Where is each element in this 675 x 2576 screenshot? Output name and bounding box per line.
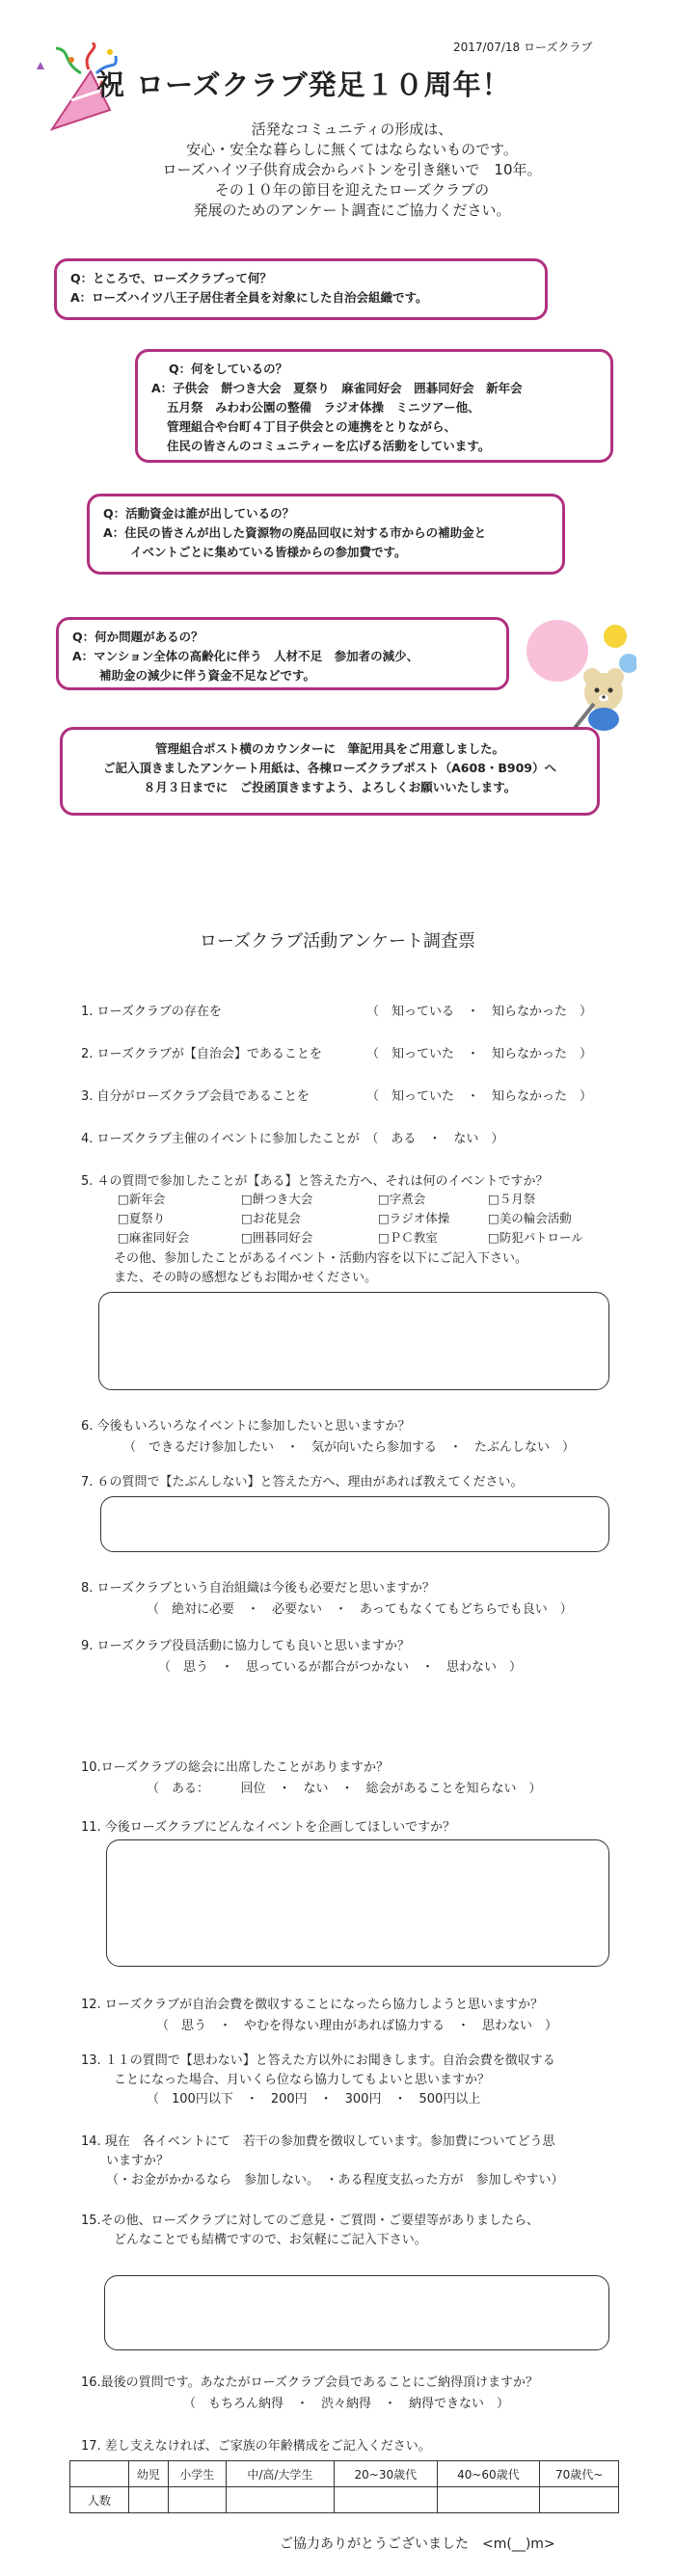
question-7: 7. ６の質問で【たぶんしない】と答えた方へ、理由があれば教えてください。 xyxy=(81,1475,524,1489)
intro-text xyxy=(145,120,559,221)
question-6: 6. 今後もいろいろなイベントに参加したいと思いますか？ xyxy=(81,1419,411,1434)
question-8-options[interactable]: （ 絶対に必要 ・ 必要ない ・ あってもなくてもどちらでも良い ） xyxy=(147,1602,573,1617)
checkbox-event[interactable]: □ラジオ体操 xyxy=(378,1211,450,1225)
question-1: 1. ローズクラブの存在を xyxy=(81,1005,222,1019)
qa-answer: A：子供会 餅つき大会 夏祭り 麻雀同好会 囲碁同好会 新年会 xyxy=(151,381,523,395)
question-9-options[interactable]: （ 思う ・ 思っているが都合がつかない ・ 思わない ） xyxy=(158,1660,523,1675)
qa-answer: A：マンション全体の高齢化に伴う 人材不足 参加者の減少、 xyxy=(72,649,419,663)
question-14: 14. 現在 各イベントにて 若干の参加費を徴収しています。参加費についてどう思 xyxy=(81,2134,555,2149)
qa-box-activities xyxy=(135,349,613,463)
table-header-cell: 幼児 xyxy=(129,2461,169,2487)
page-title: 祝 ローズクラブ発足１０周年！ xyxy=(96,68,511,101)
survey-title: ローズクラブ活動アンケート調査票 xyxy=(199,931,476,952)
table-header-row xyxy=(70,2461,619,2487)
question-1-options[interactable]: （ 知っている ・ 知らなかった ） xyxy=(366,1005,593,1019)
question-14-text: いますか？ xyxy=(106,2154,170,2168)
question-10-options[interactable]: （ ある： 回位 ・ ない ・ 総会があることを知らない ） xyxy=(147,1782,542,1796)
checkbox-event[interactable]: □囲碁同好会 xyxy=(241,1230,313,1245)
qa-box-what xyxy=(54,258,548,320)
family-table xyxy=(69,2460,619,2513)
balloon-yellow-icon xyxy=(604,625,627,648)
question-3-options[interactable]: （ 知っていた ・ 知らなかった ） xyxy=(366,1089,593,1104)
question-15: 15.その他、ローズクラブに対してのご意見・ご質問・ご要望等がありましたら、 xyxy=(81,2214,540,2228)
table-input-cell[interactable] xyxy=(168,2487,226,2513)
question-10: 10.ローズクラブの総会に出席したことがありますか？ xyxy=(81,1760,390,1775)
qa-box-funding xyxy=(87,494,565,575)
checkbox-event[interactable]: □新年会 xyxy=(118,1192,166,1206)
checkbox-event[interactable]: □美の輪会活動 xyxy=(488,1211,572,1225)
checkbox-event[interactable]: □字煮会 xyxy=(378,1192,426,1206)
question-5-note: また、その時の感想などもお聞かせください。 xyxy=(114,1271,378,1285)
balloon-pink-icon xyxy=(526,620,588,682)
table-header-cell: 40~60歳代 xyxy=(437,2461,540,2487)
table-header-cell: 小学生 xyxy=(168,2461,226,2487)
question-16-options[interactable]: （ もちろん納得 ・ 渋々納得 ・ 納得できない ） xyxy=(183,2397,510,2411)
question-4[interactable]: 4. ローズクラブ主催のイベントに参加したことが （ ある ・ ない ） xyxy=(81,1132,504,1146)
qa-question: Q：活動資金は誰が出しているの？ xyxy=(103,506,295,521)
question-14-options[interactable]: （・お金がかかるなら 参加しない。 ・ある程度支払った方が 参加しやすい） xyxy=(106,2173,564,2187)
intro-line: 活発なコミュニティの形成は、 xyxy=(251,121,453,138)
qa-box-problems xyxy=(56,617,509,690)
table-row-label: 人数 xyxy=(70,2487,129,2513)
table-row xyxy=(70,2487,619,2513)
notice-line: ８月３日までに ご投函頂きますよう、よろしくお願いいたします。 xyxy=(143,780,517,794)
question-11-answer-box[interactable] xyxy=(106,1839,609,1967)
checkbox-event[interactable]: □防犯パトロール xyxy=(488,1230,583,1245)
question-12: 12. ローズクラブが自治会費を徴収することになったら協力しようと思いますか？ xyxy=(81,1998,544,2012)
question-17: 17. 差し支えなければ、ご家族の年齢構成をご記入ください。 xyxy=(81,2439,431,2454)
question-11: 11. 今後ローズクラブにどんなイベントを企画してほしいですか？ xyxy=(81,1820,456,1835)
table-cell xyxy=(70,2461,129,2487)
table-input-cell[interactable] xyxy=(335,2487,438,2513)
qa-question: Q：ところで、ローズクラブって何？ xyxy=(70,271,272,285)
checkbox-event[interactable]: □餅つき大会 xyxy=(241,1192,313,1206)
intro-line: その１０年の節目を迎えたローズクラブの xyxy=(214,181,490,199)
bear-shirt-icon xyxy=(588,708,619,731)
qa-answer: A：住民の皆さんが出した資源物の廃品回収に対する市からの補助金と xyxy=(103,525,487,540)
question-3: 3. 自分がローズクラブ会員であることを xyxy=(81,1089,310,1104)
checkbox-event[interactable]: □お花見会 xyxy=(241,1211,301,1225)
table-input-cell[interactable] xyxy=(226,2487,334,2513)
balloon-blue-icon xyxy=(619,654,636,673)
question-9: 9. ローズクラブ役員活動に協力しても良いと思いますか？ xyxy=(81,1639,410,1653)
qa-answer: 五月祭 みわわ公園の整備 ラジオ体操 ミニツアー他、 xyxy=(167,400,480,415)
qa-question: Q：何か問題があるの？ xyxy=(72,630,203,644)
date-label: 2017/07/18 ローズクラブ xyxy=(453,40,593,54)
question-13-text: ことになった場合、月いくら位なら協力してもよいと思いますか？ xyxy=(114,2073,491,2087)
table-input-cell[interactable] xyxy=(129,2487,169,2513)
intro-line: 安心・安全な暮らしに無くてはならないものです。 xyxy=(186,141,518,158)
question-15-answer-box[interactable] xyxy=(104,2275,609,2350)
qa-question: Q：何をしているの？ xyxy=(169,362,288,376)
checkbox-event[interactable]: □５月祭 xyxy=(488,1192,536,1206)
question-12-options[interactable]: （ 思う ・ やむを得ない理由があれば協力する ・ 思わない ） xyxy=(156,2019,558,2033)
checkbox-event[interactable]: □ＰＣ教室 xyxy=(378,1230,438,1245)
intro-line: ローズハイツ子供育成会からバトンを引き継いで 10年。 xyxy=(162,161,542,178)
question-6-options[interactable]: （ できるだけ参加したい ・ 気が向いたら参加する ・ たぶんしない ） xyxy=(123,1440,576,1455)
question-13-options[interactable]: （ 100円以下 ・ 200円 ・ 300円 ・ 500円以上 xyxy=(147,2092,481,2106)
table-input-cell[interactable] xyxy=(437,2487,540,2513)
question-13: 13. １１の質問で【思わない】と答えた方以外にお聞きします。自治会費を徴収する xyxy=(81,2053,555,2068)
question-2: 2. ローズクラブが【自治会】であることを xyxy=(81,1047,322,1061)
question-5-answer-box[interactable] xyxy=(98,1292,609,1390)
qa-answer: 管理組合や台町４丁目子供会との連携をとりながら、 xyxy=(167,419,457,434)
question-16: 16.最後の質問です。あなたがローズクラブ会員であることにご納得頂けますか？ xyxy=(81,2375,538,2390)
bear-balloon-illustration xyxy=(521,607,636,733)
notice-box xyxy=(60,727,600,816)
checkbox-event[interactable]: □麻雀同好会 xyxy=(118,1230,190,1245)
table-input-cell[interactable] xyxy=(540,2487,619,2513)
qa-answer: A：ローズハイツ八王子居住者全員を対象にした自治会組織です。 xyxy=(70,290,428,305)
question-8: 8. ローズクラブという自治組織は今後も必要だと思いますか？ xyxy=(81,1581,435,1596)
table-header-cell: 中/高/大学生 xyxy=(226,2461,334,2487)
question-5: 5. ４の質問で参加したことが【ある】と答えた方へ、それは何のイベントですか？ xyxy=(81,1174,549,1189)
table-header-cell: 20~30歳代 xyxy=(335,2461,438,2487)
notice-line: 管理組合ポスト横のカウンターに 筆記用具をご用意しました。 xyxy=(154,741,504,756)
intro-line: 発展のためのアンケート調査にご協力ください。 xyxy=(193,201,511,219)
qa-answer: 住民の皆さんのコミュニティーを広げる活動をしています。 xyxy=(167,439,491,453)
checkbox-event[interactable]: □夏祭り xyxy=(118,1211,166,1225)
thanks-message: ご協力ありがとうございました <m(__)m> xyxy=(280,2536,555,2552)
question-15-text: どんなことでも結構ですので、お気軽にご記入下さい。 xyxy=(114,2233,427,2247)
qa-answer: 補助金の減少に伴う資金不足などです。 xyxy=(99,668,316,683)
question-7-answer-box[interactable] xyxy=(100,1496,609,1552)
question-2-options[interactable]: （ 知っていた ・ 知らなかった ） xyxy=(366,1047,593,1061)
qa-answer: イベントごとに集めている皆様からの参加費です。 xyxy=(130,545,407,559)
question-5-note: その他、参加したことがあるイベント・活動内容を以下にご記入下さい。 xyxy=(114,1251,528,1266)
table-header-cell: 70歳代~ xyxy=(540,2461,619,2487)
notice-line: ご記入頂きましたアンケート用紙は、各棟ローズクラブポスト（A608・B909）へ xyxy=(102,761,556,775)
